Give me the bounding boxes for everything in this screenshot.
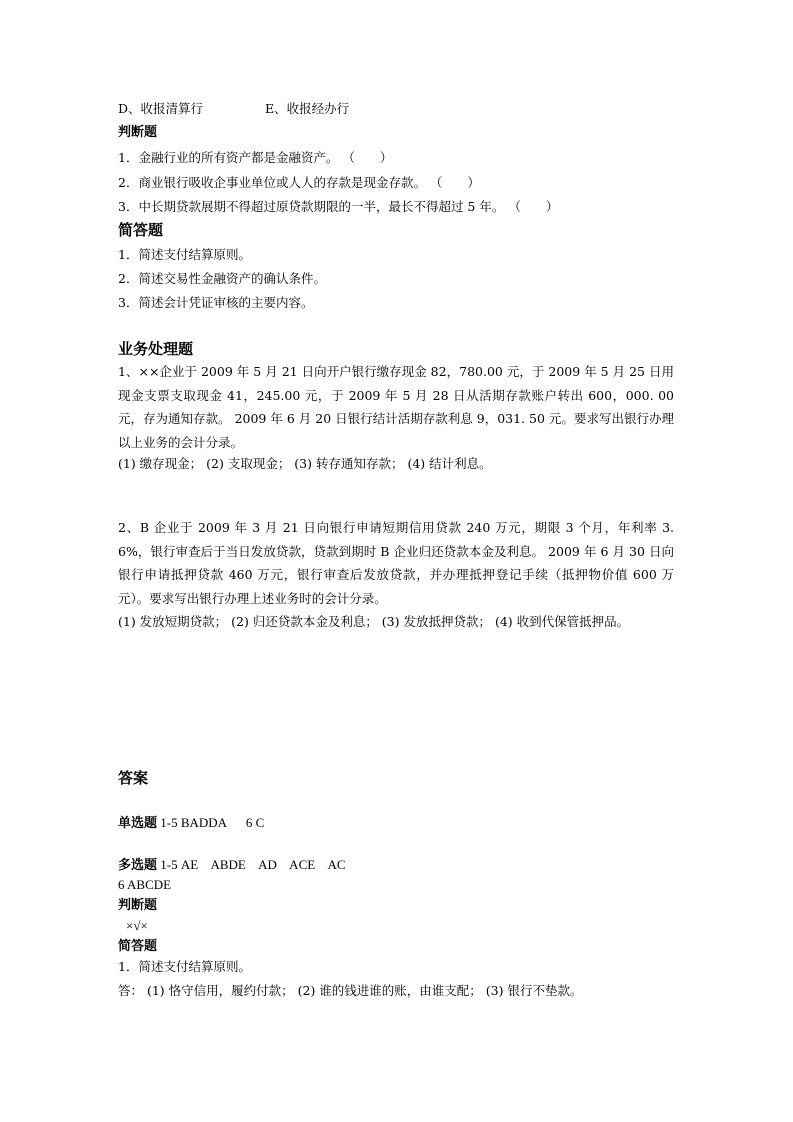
answer-short-question-1: 1．简述支付结算原则。: [118, 959, 251, 974]
answer-single-choice: [118, 815, 264, 832]
answer-short-label: 简答题: [118, 939, 158, 954]
short-answer-item-1: 1．简述支付结算原则。: [118, 247, 251, 262]
options-line: [118, 101, 349, 117]
option-d: D、收报清算行: [118, 101, 204, 116]
answer-multi-label: 多选题: [118, 858, 158, 873]
answer-multi-choice: [118, 857, 346, 874]
business-question-1-subitems: (1) 缴存现金； (2) 支取现金； (3) 转存通知存款； (4) 结计利息。: [118, 456, 492, 471]
business-heading: 业务处理题: [118, 340, 194, 358]
answer-single-value: 1-5 BADDA 6 C: [157, 815, 265, 830]
judgement-item-3: 3．中长期贷款展期不得超过原贷款期限的一半，最长不得超过 5 年。 （ ）: [118, 199, 559, 214]
answer-judge-label: 判断题: [118, 898, 158, 913]
judgement-item-2: 2．商业银行吸收企事业单位或人人的存款是现金存款。 （ ）: [118, 175, 480, 190]
short-answer-item-3: 3．简述会计凭证审核的主要内容。: [118, 295, 314, 310]
answer-judge-value: ×√×: [126, 918, 148, 933]
judgement-item-1: 1．金融行业的所有资产都是金融资产。 （ ）: [118, 150, 393, 165]
option-e: E、收报经办行: [265, 101, 350, 116]
short-answer-item-2: 2．简述交易性金融资产的确认条件。: [118, 271, 326, 286]
business-question-2-subitems: (1) 发放短期贷款； (2) 归还贷款本金及利息； (3) 发放抵押贷款； (4) 收到代保管抵押品。: [118, 614, 630, 629]
business-question-2: 2、B 企业于 2009 年 3 月 21 日向银行申请短期信用贷款 240 万元，期限 3 个月，年利率 3. 6%，银行审查后于当日发放贷款，贷款到期时 B 企业归还贷款本金及利息。 2009 年 6 月 30 日向银行申请抵押贷款 460 万元，银行审查后发放贷款，并办理抵押登记手续（抵押物价值 600 万元）。要求写出银行办理上述业务时的会计分录。: [118, 520, 674, 606]
judgement-heading: 判断题: [118, 125, 158, 140]
answer-single-label: 单选题: [118, 816, 158, 831]
short-answer-heading: 简答题: [118, 221, 164, 239]
answer-short-answer-1: 答： (1) 恪守信用，履约付款； (2) 谁的钱进谁的账，由谁支配； (3) 银行不垫款。: [118, 983, 583, 998]
answer-multi-choice-2: 6 ABCDE: [118, 877, 172, 892]
answer-multi-value: 1-5 AE ABDE AD ACE AC: [157, 857, 346, 872]
document-page: [118, 0, 678, 1122]
business-question-1: 1、××企业于 2009 年 5 月 21 日向开户银行缴存现金 82，780.00 元，于 2009 年 5 月 25 日用现金支票支取现金 41，245.00 元，于 2009 年 5 月 28 日从活期存款账户转出 600，000. 00 元，存为通知存款。 2009 年 6 月 20 日银行结计活期存款利息 9，031. 50 元。要求写出银行办理以上业务的会计分录。: [118, 364, 674, 450]
answers-heading: 答案: [118, 769, 149, 787]
